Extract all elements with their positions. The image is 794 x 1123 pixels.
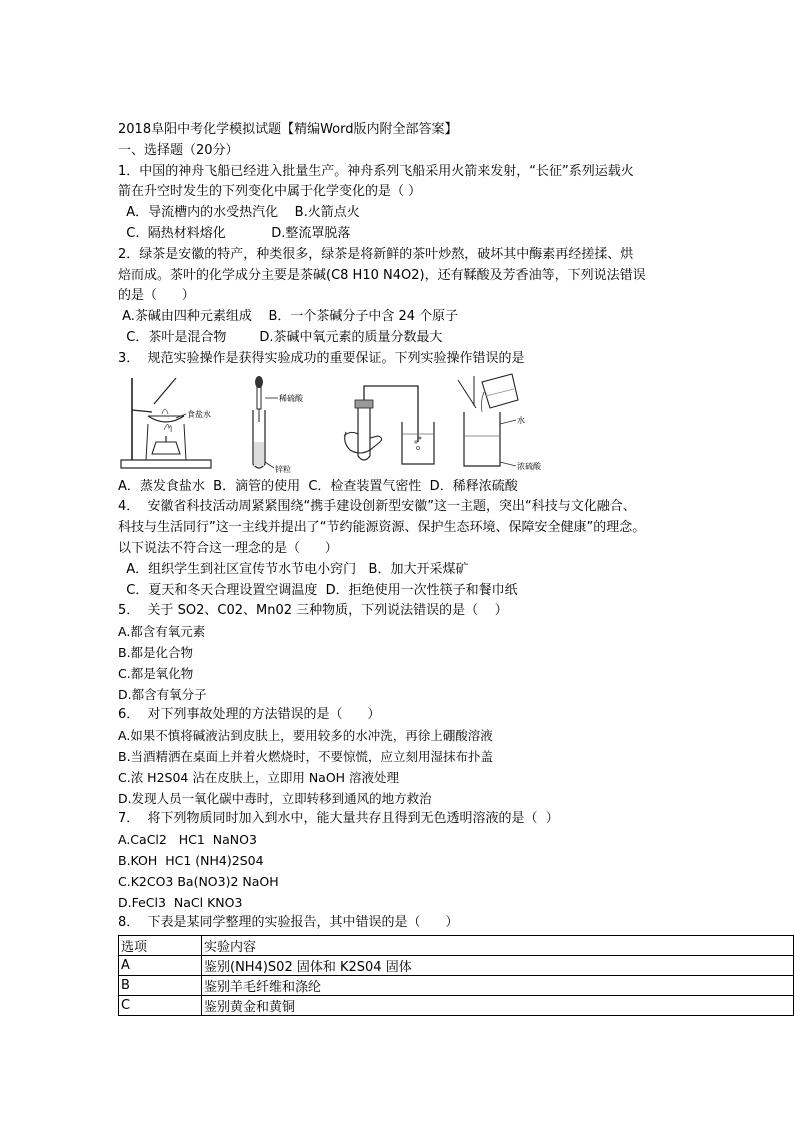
q1-options-cd: C. 隔热材料熔化 D.整流罩脱落 [118,225,351,241]
q6-option-d: D.发现人员一氧化碳中毒时，立即转移到通风的地方救治 [118,790,432,806]
table-row [119,996,794,1016]
table-cell: 鉴别羊毛纤维和涤纶 [202,976,794,996]
q1-stem-line1: 1．中国的神舟飞船已经进入批量生产。神舟系列飞船采用火箭来发射，“长征”系列运载火 [118,163,634,179]
q6-option-b: B.当酒精洒在桌面上并着火燃烧时，不要惊慌，应立刻用湿抹布扑盖 [118,748,494,764]
q1-stem-line2: 箭在升空时发生的下列变化中属于化学变化的是（ ） [118,184,422,200]
q3-figures [118,372,794,476]
table-row [119,976,794,996]
label-zinc: 锌粒 [275,464,291,474]
q2-options-ab: A.茶碱由四种元素组成 B．一个茶碱分子中含 24 个原子 [118,309,459,325]
exam-page [118,120,794,1016]
table-cell: 鉴别黄金和黄铜 [202,996,794,1016]
section-heading: 一、选择题（20分） [118,142,239,158]
dropper-figure [240,372,320,476]
q4-stem-line3: 以下说法不符合这一理念的是（ ） [118,540,338,556]
q7-option-a: A.CaCl2 HC1 NaNO3 [118,832,257,848]
q2-options-cd: C．茶叶是混合物 D.茶碱中氧元素的质量分数最大 [118,329,443,345]
table-header-cell: 选项 [119,936,202,956]
q4-options-ab: A．组织学生到社区宣传节水节电小窍门 B．加大开采煤矿 [118,561,469,577]
table-header-cell: 实验内容 [202,936,794,956]
dilution-figure [452,372,572,476]
q6-option-a: A.如果不慎将碱液沾到皮肤上，要用较多的水冲洗，再徐上硼酸溶液 [118,728,493,744]
q5-option-d: D.都含有氧分子 [118,686,207,702]
q4-stem-line1: 4． 安徽省科技活动周紧紧围绕“携手建设创新型安徽”这一主题，突出“科技与文化融合、 [118,499,636,515]
q5-option-a: A.都含有氧元素 [118,624,206,640]
q4-options-cd: C．夏天和冬天合理设置空调温度 D．拒绝使用一次性筷子和餐巾纸 [118,582,518,598]
q5-option-b: B.都是化合物 [118,644,194,660]
table-header-row [119,936,794,956]
q7-stem: 7． 将下列物质同时加入到水中，能大量共存且得到无色透明溶液的是（ ） [118,811,559,827]
q8-stem: 8． 下表是某同学整理的实验报告，其中错误的是（ ） [118,915,459,931]
evaporation-apparatus-figure [118,372,216,476]
table-row [119,956,794,976]
q5-stem: 5． 关于 SO2、C02、Mn02 三种物质，下列说法错误的是（ ） [118,603,508,619]
q3-stem: 3． 规范实验操作是获得实验成功的重要保证。下列实验操作错误的是 [118,350,525,366]
table-cell: C [119,996,202,1016]
table-cell: 鉴别(NH4)S02 固体和 K2S04 固体 [202,956,794,976]
airtightness-check-figure [340,372,450,476]
table-cell: B [119,976,202,996]
q1-options-ab: A．导流槽内的水受热汽化 B.火箭点火 [118,205,360,221]
label-water: 水 [517,415,525,425]
q4-stem-line2: 科技与生活同行”这一主线并提出了“节约能源资源、保护生态环境、保障安全健康”的理念。 [118,520,646,536]
q7-option-d: D.FeCl3 NaCl KNO3 [118,894,243,910]
q7-option-b: B.KOH HC1 (NH4)2S04 [118,852,264,868]
q6-option-c: C.浓 H2S04 沾在皮肤上，立即用 NaOH 溶液处理 [118,769,400,785]
label-conc-acid: 浓硫酸 [517,461,541,471]
q2-stem-line1: 2．绿茶是安徽的特产，种类很多，绿茶是将新鲜的茶叶炒熬，破坏其中酶素再经搓揉、烘 [118,246,634,262]
experiment-report-table [118,935,794,1016]
q2-stem-line3: 的是（ ） [118,288,195,304]
q7-option-c: C.K2CO3 Ba(NO3)2 NaOH [118,873,279,889]
label-saltwater: 食盐水 [187,409,211,419]
document-title: 2018阜阳中考化学模拟试题【精编Word版内附全部答案】 [118,122,458,137]
label-dilute-acid: 稀硫酸 [279,393,303,403]
q6-stem: 6． 对下列事故处理的方法错误的是（ ） [118,707,381,723]
q2-stem-line2: 焙而成。茶叶的化学成分主要是茶碱(C8 H10 N4O2)，还有鞣酸及芳香油等，下列说法错误 [118,267,646,283]
q3-options: A．蒸发食盐水 B．滴管的使用 C．检查装置气密性 D．稀释浓硫酸 [118,478,518,494]
table-cell: A [119,956,202,976]
q5-option-c: C.都是氧化物 [118,665,194,681]
